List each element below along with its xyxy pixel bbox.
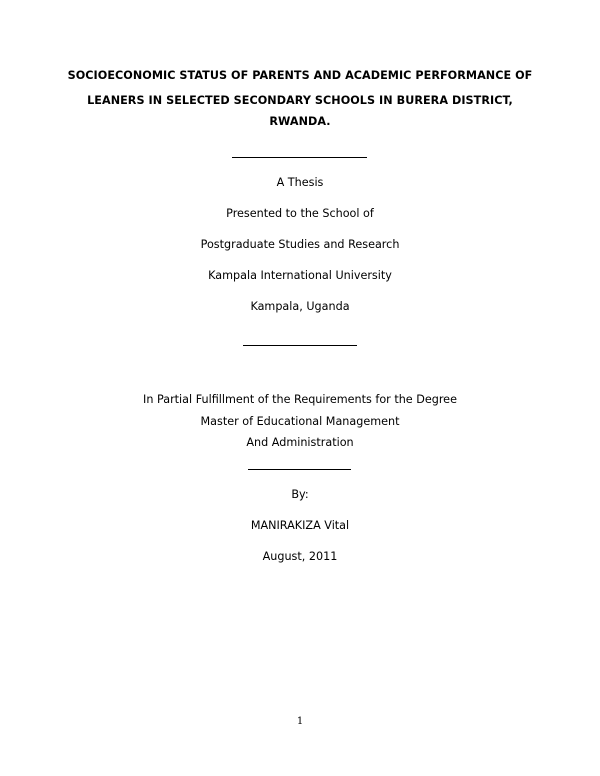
degree-line-2: Master of Educational Management: [200, 415, 400, 428]
university-name: Kampala International University: [208, 269, 392, 282]
university-location: Kampala, Uganda: [250, 300, 350, 313]
presented-to-line: Presented to the School of: [226, 207, 374, 220]
separator-rule-1: [232, 157, 367, 158]
degree-line-3: And Administration: [246, 436, 354, 449]
title-line-2: LEANERS IN SELECTED SECONDARY SCHOOLS IN BURERA DISTRICT,: [87, 94, 513, 107]
degree-line-1: In Partial Fulfillment of the Requirements for the Degree: [143, 393, 457, 406]
title-line-3: RWANDA.: [269, 115, 331, 128]
separator-rule-2: [243, 345, 357, 346]
submission-date: August, 2011: [262, 550, 338, 563]
author-name: MANIRAKIZA Vital: [250, 519, 350, 532]
thesis-label: A Thesis: [276, 176, 324, 189]
page-number: 1: [296, 716, 304, 727]
by-label: By:: [291, 488, 309, 501]
school-name: Postgraduate Studies and Research: [200, 238, 400, 251]
separator-rule-3: [248, 469, 351, 470]
title-line-1: SOCIOECONOMIC STATUS OF PARENTS AND ACADEMIC PERFORMANCE OF: [67, 69, 533, 82]
